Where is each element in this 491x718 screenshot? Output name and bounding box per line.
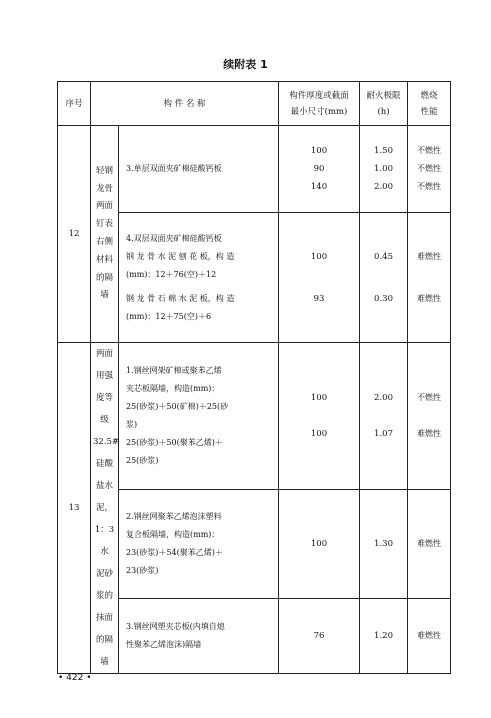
row-13-item-1-thickness: 100 100	[279, 343, 360, 490]
table-title: 续附表 1	[223, 58, 268, 71]
row-12-seq: 12	[58, 126, 91, 343]
row-12-item-2-fire-limit: 0.45 0.30	[360, 213, 408, 343]
row-13-item-2-combustibility: 难燃性	[408, 489, 451, 599]
row-12-item-2-thickness: 100 93	[279, 213, 360, 343]
row-12-category: 轻钢 龙骨 两面 钉表 右侧 材料 的隔 墙	[91, 126, 119, 343]
row-13-item-2-thickness: 100	[279, 489, 360, 599]
row-13-seq: 13	[58, 343, 91, 674]
row-13-category: 两面 用强 度等 级 32.5# 硅酸 盐水 泥， 1：3水 泥砂 浆的 抹面 的隔 墙	[91, 343, 119, 674]
row-13-item-2-fire-limit: 1.30	[360, 489, 408, 599]
header-seq: 序号	[58, 82, 91, 126]
table-row	[58, 126, 451, 213]
row-12-item-1-combustibility: 不燃性 不燃性 不燃性	[408, 126, 451, 213]
header-name: 构 件 名 称	[91, 82, 279, 126]
row-13-item-1-desc: 1.钢丝网架矿棉或聚苯乙烯 夹芯板隔墙，构造(mm)： 25(砂浆)＋50(矿棉)＋25(砂 浆) 25(砂浆)＋50(聚苯乙烯)＋ 25(砂浆)	[119, 343, 279, 490]
row-13-item-3-fire-limit: 1.20	[360, 599, 408, 674]
row-12-item-1-fire-limit: 1.50 1.00 2.00	[360, 126, 408, 213]
row-13-item-3-desc: 3.钢丝网塑夹芯板(内填自熄 性聚苯乙烯泡沫)隔墙	[119, 599, 279, 674]
row-13-item-3-thickness: 76	[279, 599, 360, 674]
page-number: • 422 •	[58, 673, 92, 683]
row-13-item-1-combustibility: 不燃性 难燃性	[408, 343, 451, 490]
row-12-item-1-desc: 3.单层双面夹矿棉硅酸钙板	[119, 126, 279, 213]
row-12-item-1-thickness: 100 90 140	[279, 126, 360, 213]
row-12-item-2-desc: 4.双层双面夹矿棉硅酸钙板 钢 龙 骨 水 泥 刨 花 板，构 造 (mm)：12＋76(空)＋12 钢 龙 骨 石 棉 水 泥 板，构 造 (mm)：12＋75(空)＋6	[119, 213, 279, 343]
header-fire-limit: 耐火极限 (h)	[360, 82, 408, 126]
row-12-item-2-combustibility: 难燃性 难燃性	[408, 213, 451, 343]
table-row	[58, 343, 451, 490]
row-13-item-3-combustibility: 难燃性	[408, 599, 451, 674]
header-combustibility: 燃烧 性能	[408, 82, 451, 126]
header-thickness: 构件厚度或截面 最小尺寸(mm)	[279, 82, 360, 126]
header-row	[58, 82, 451, 126]
row-13-item-1-fire-limit: 2.00 1.07	[360, 343, 408, 490]
fire-resistance-table	[57, 81, 451, 674]
row-13-item-2-desc: 2.钢丝网聚苯乙烯泡沫塑料 复合板隔墙，构造(mm)： 23(砂浆)＋54(聚苯乙烯)＋ 23(砂浆)	[119, 489, 279, 599]
